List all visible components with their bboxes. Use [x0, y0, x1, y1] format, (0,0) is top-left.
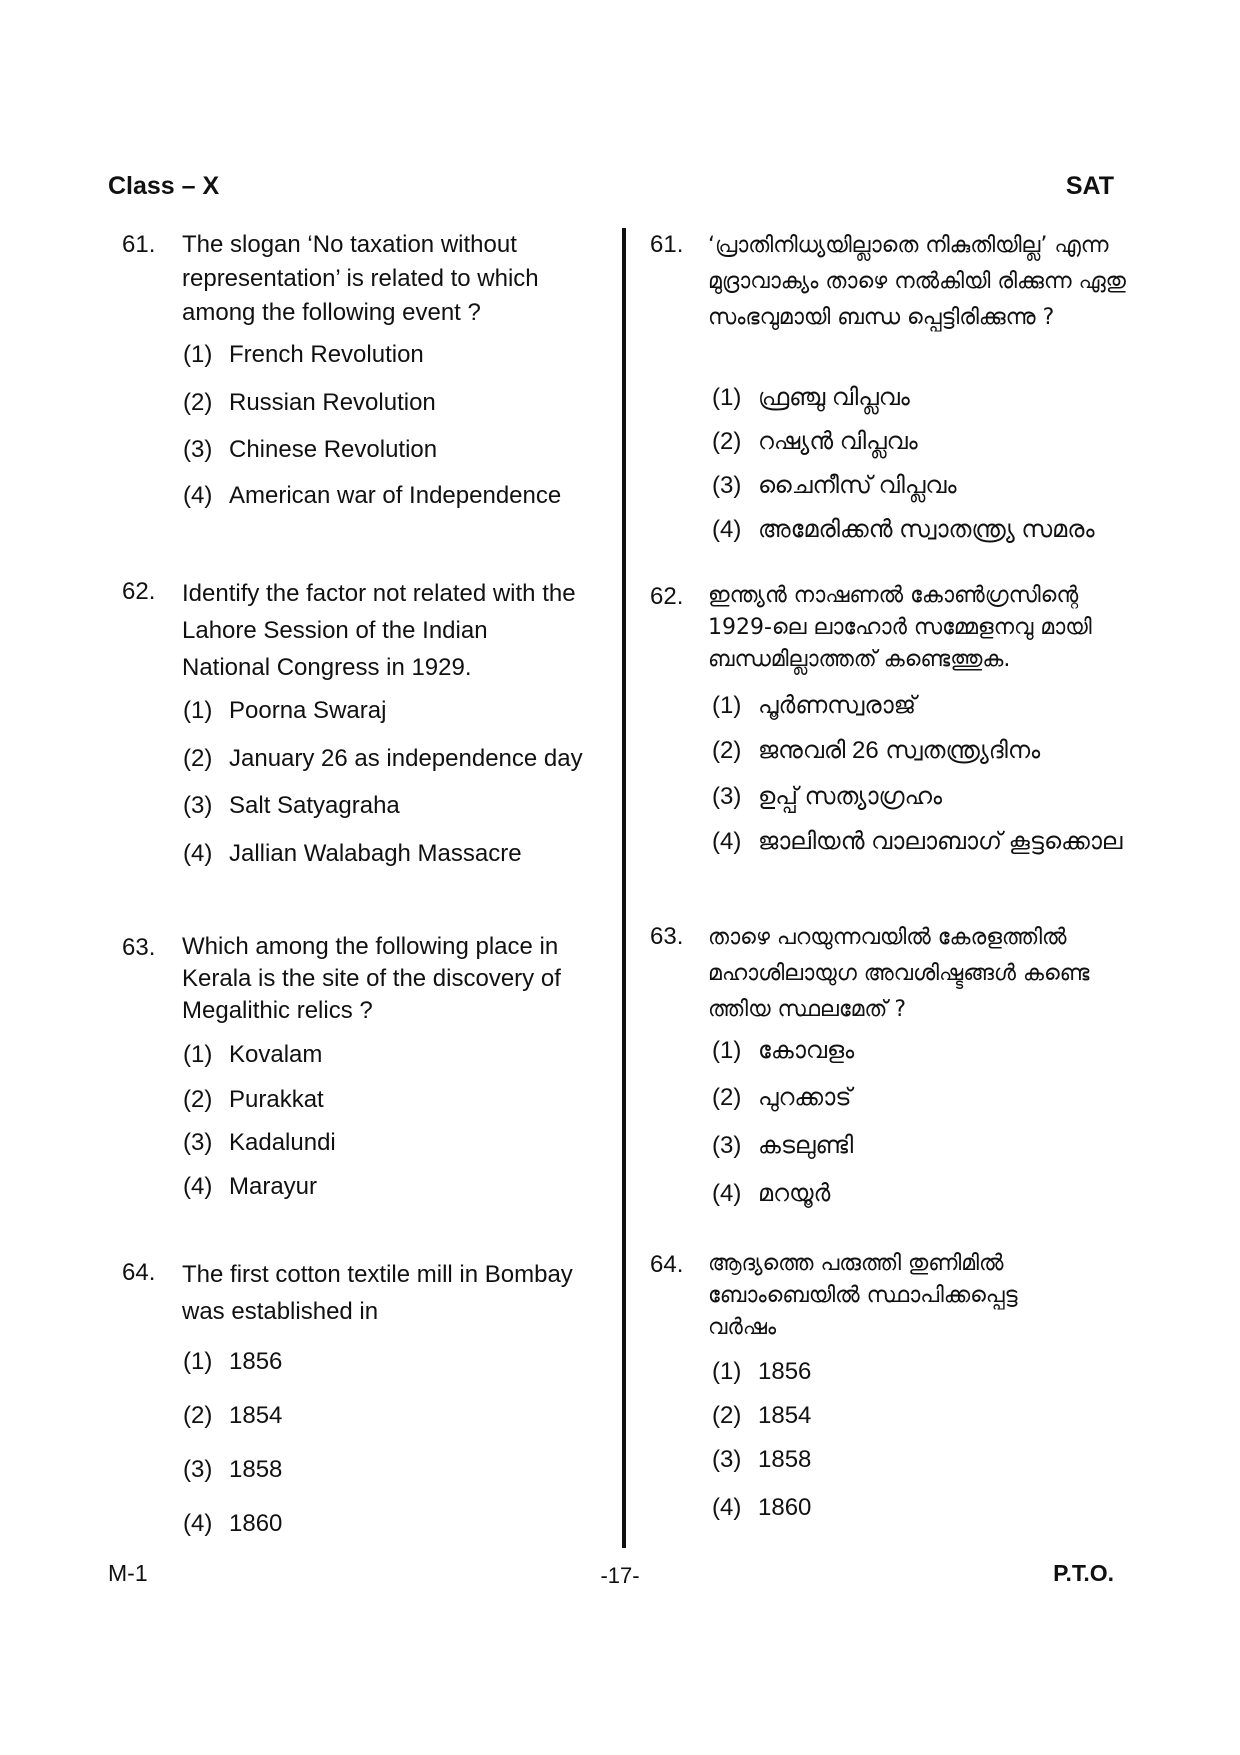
question-text: The first cotton textile mill in Bombay was established in [182, 1261, 573, 1325]
question-number: 63. [650, 923, 684, 950]
column-divider [622, 228, 626, 1548]
question-text: Identify the factor not related with the Lahore Session of the Indian National Congress in 1929. [182, 580, 576, 681]
pto-label: P.T.O. [1053, 1560, 1114, 1586]
option: (1) Kovalam [183, 1041, 323, 1068]
question-number: 64. [122, 1259, 156, 1286]
page-number: -17- [600, 1563, 640, 1588]
option: (4) Jallian Walabagh Massacre [183, 840, 522, 867]
question-number: 61. [122, 231, 156, 258]
option: (1) ഫ്രഞ്ചു വിപ്ലവം [712, 384, 910, 411]
option: (2) 1854 [183, 1402, 283, 1429]
option: (2) Purakkat [183, 1086, 324, 1113]
option: (3) 1858 [712, 1446, 812, 1473]
option: (3) Chinese Revolution [183, 436, 438, 463]
option: (3) ചൈനീസ് വിപ്ലവം [712, 472, 957, 499]
paper-code: M-1 [108, 1560, 148, 1586]
question-number: 61. [650, 231, 684, 258]
class-label: Class – X [108, 172, 220, 200]
option: (3) Kadalundi [183, 1129, 336, 1156]
option: (1) French Revolution [183, 341, 424, 368]
option: (4) 1860 [183, 1510, 283, 1537]
question-text: Which among the following place in Kerala is the site of the discovery of Megalithic relics ? [182, 933, 561, 1024]
question-number: 62. [650, 583, 684, 610]
option: (2) പുറക്കാട് [712, 1084, 852, 1111]
option: (4) ജാലിയൻ വാലാബാഗ് കൂട്ടക്കൊല [712, 828, 1123, 855]
option: (2) ജനുവരി 26 സ്വതന്ത്ര്യദിനം [712, 737, 1041, 764]
option: (1) 1856 [183, 1348, 283, 1375]
question-number: 62. [122, 578, 156, 605]
option: (3) Salt Satyagraha [183, 792, 400, 819]
option: (1) പൂർണസ്വരാജ് [712, 692, 916, 719]
question-text: താഴെ പറയുന്നവയിൽ കേരളത്തിൽ മഹാശിലായുഗ അവശിഷ്ടങ്ങൾ കണ്ടെ ത്തിയ സ്ഥലമേത് ? [708, 925, 1090, 1022]
option: (3) കടലുണ്ടി [712, 1132, 854, 1159]
option: (4) American war of Independence [183, 482, 562, 509]
option: (1) Poorna Swaraj [183, 697, 387, 724]
question-text: ഇന്ത്യൻ നാഷണൽ കോൺഗ്രസിന്റെ 1929-ലെ ലാഹോർ സമ്മേളനവു മായി ബന്ധമില്ലാത്തത് കണ്ടെത്തുക. [708, 583, 1092, 672]
option: (2) റഷ്യൻ വിപ്ലവം [712, 428, 918, 455]
option: (2) 1854 [712, 1402, 812, 1429]
option: (4) 1860 [712, 1494, 812, 1521]
option: (1) 1856 [712, 1358, 812, 1385]
exam-label: SAT [1065, 172, 1114, 200]
option: (1) കോവളം [712, 1037, 855, 1064]
option: (3) ഉപ്പ് സത്യാഗ്രഹം [712, 783, 943, 810]
option: (4) Marayur [183, 1173, 318, 1200]
question-text: ആദ്യത്തെ പരുത്തി തുണിമിൽ ബോംബെയിൽ സ്ഥാപിക്കപ്പെട്ട വർഷം [708, 1251, 1018, 1340]
question-text: ‘പ്രാതിനിധ്യയില്ലാതെ നികുതിയില്ല’ എന്ന മുദ്രാവാക്യം താഴെ നൽകിയി രിക്കുന്ന ഏതു സംഭവുമായി ബന്ധ പ്പെട്ടിരിക്കുന്നു ? [708, 233, 1126, 330]
question-number: 63. [122, 934, 156, 961]
option: (3) 1858 [183, 1456, 283, 1483]
option: (2) January 26 as independence day [183, 745, 583, 772]
option: (2) Russian Revolution [183, 389, 436, 416]
question-number: 64. [650, 1251, 684, 1278]
option: (4) മറയൂർ [712, 1180, 831, 1207]
option: (4) അമേരിക്കൻ സ്വാതന്ത്ര്യ സമരം [712, 516, 1095, 543]
question-text: The slogan ‘No taxation without representation’ is related to which among the following event ? [182, 231, 539, 326]
